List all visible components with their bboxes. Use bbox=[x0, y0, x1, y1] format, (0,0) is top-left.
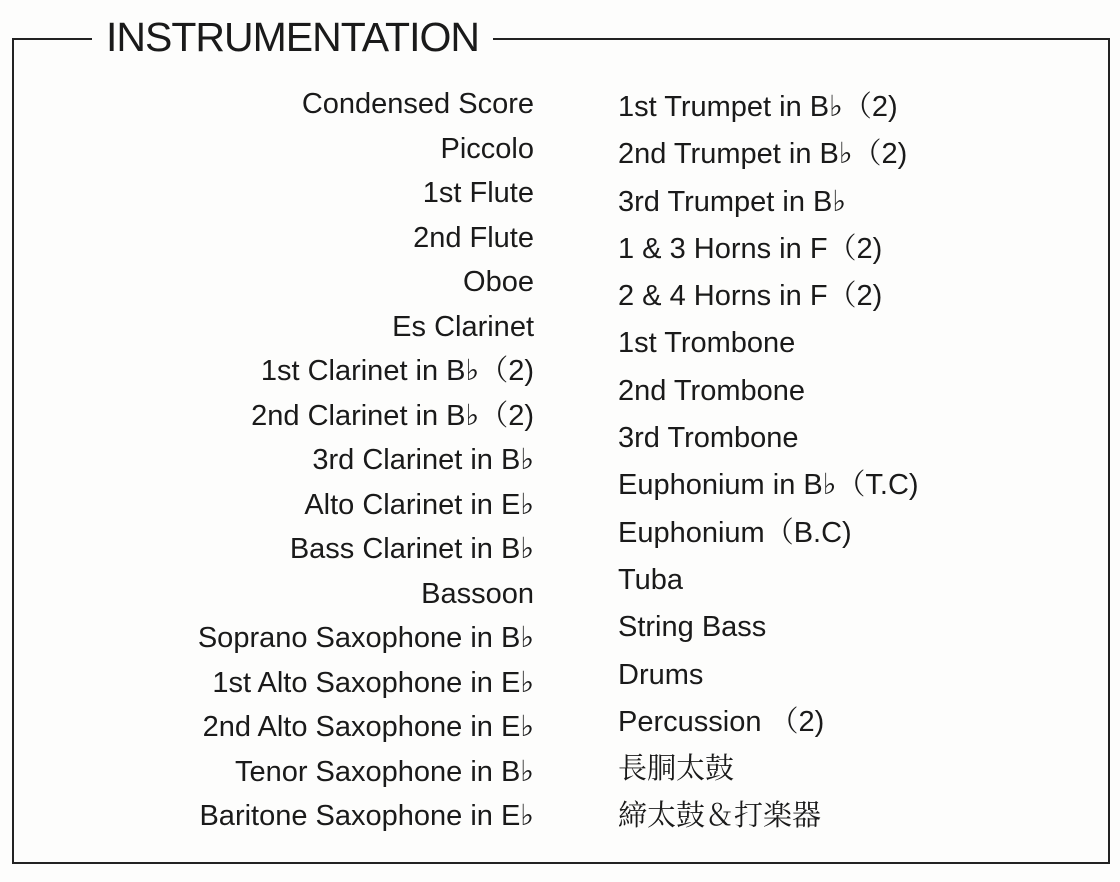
instrument-list-left bbox=[198, 82, 534, 839]
list-item: Euphonium（B.C) bbox=[618, 516, 852, 549]
list-item: 1st Alto Saxophone in E♭ bbox=[212, 666, 534, 699]
instrumentation-frame bbox=[12, 38, 1110, 864]
list-item: Oboe bbox=[463, 266, 534, 298]
list-item: 締太鼓＆打楽器 bbox=[618, 800, 822, 833]
list-item: 1 & 3 Horns in F（2) bbox=[618, 232, 883, 265]
list-item: Bass Clarinet in B♭ bbox=[289, 533, 534, 565]
list-item: 2 & 4 Horns in F（2) bbox=[618, 280, 883, 313]
page-title: INSTRUMENTATION bbox=[92, 14, 493, 60]
list-item: Piccolo bbox=[440, 132, 534, 165]
list-item: 2nd Flute bbox=[413, 221, 534, 254]
list-item: 1st Trumpet in B♭（2) bbox=[618, 91, 898, 123]
list-item: 2nd Clarinet in B♭（2) bbox=[251, 399, 534, 432]
list-item: Percussion （2) bbox=[618, 705, 825, 738]
list-item: Bassoon bbox=[421, 577, 534, 610]
list-item: 1st Flute bbox=[422, 177, 534, 209]
list-item: 3rd Clarinet in B♭ bbox=[312, 444, 534, 476]
list-item: Alto Clarinet in E♭ bbox=[304, 488, 534, 521]
list-item: 2nd Trombone bbox=[618, 374, 806, 407]
list-item: Tenor Saxophone in B♭ bbox=[234, 755, 534, 788]
list-item: String Bass bbox=[618, 611, 767, 644]
list-item: Es Clarinet bbox=[392, 310, 534, 343]
list-item: Drums bbox=[618, 658, 704, 691]
list-item: 3rd Trombone bbox=[618, 422, 799, 455]
list-item: Baritone Saxophone in E♭ bbox=[199, 800, 534, 832]
list-item: Euphonium in B♭（T.C) bbox=[618, 469, 919, 502]
list-item: 2nd Trumpet in B♭（2) bbox=[618, 138, 908, 171]
list-item: 長胴太鼓 bbox=[618, 753, 735, 786]
list-item: 1st Clarinet in B♭（2) bbox=[260, 355, 534, 387]
list-item: 2nd Alto Saxophone in E♭ bbox=[202, 711, 534, 743]
instrument-list-right bbox=[618, 84, 919, 841]
list-item: Soprano Saxophone in B♭ bbox=[197, 622, 534, 654]
list-item: Tuba bbox=[618, 563, 684, 596]
list-item: 1st Trombone bbox=[618, 327, 796, 360]
list-item: Condensed Score bbox=[301, 88, 534, 120]
list-item: 3rd Trumpet in B♭ bbox=[618, 185, 847, 218]
